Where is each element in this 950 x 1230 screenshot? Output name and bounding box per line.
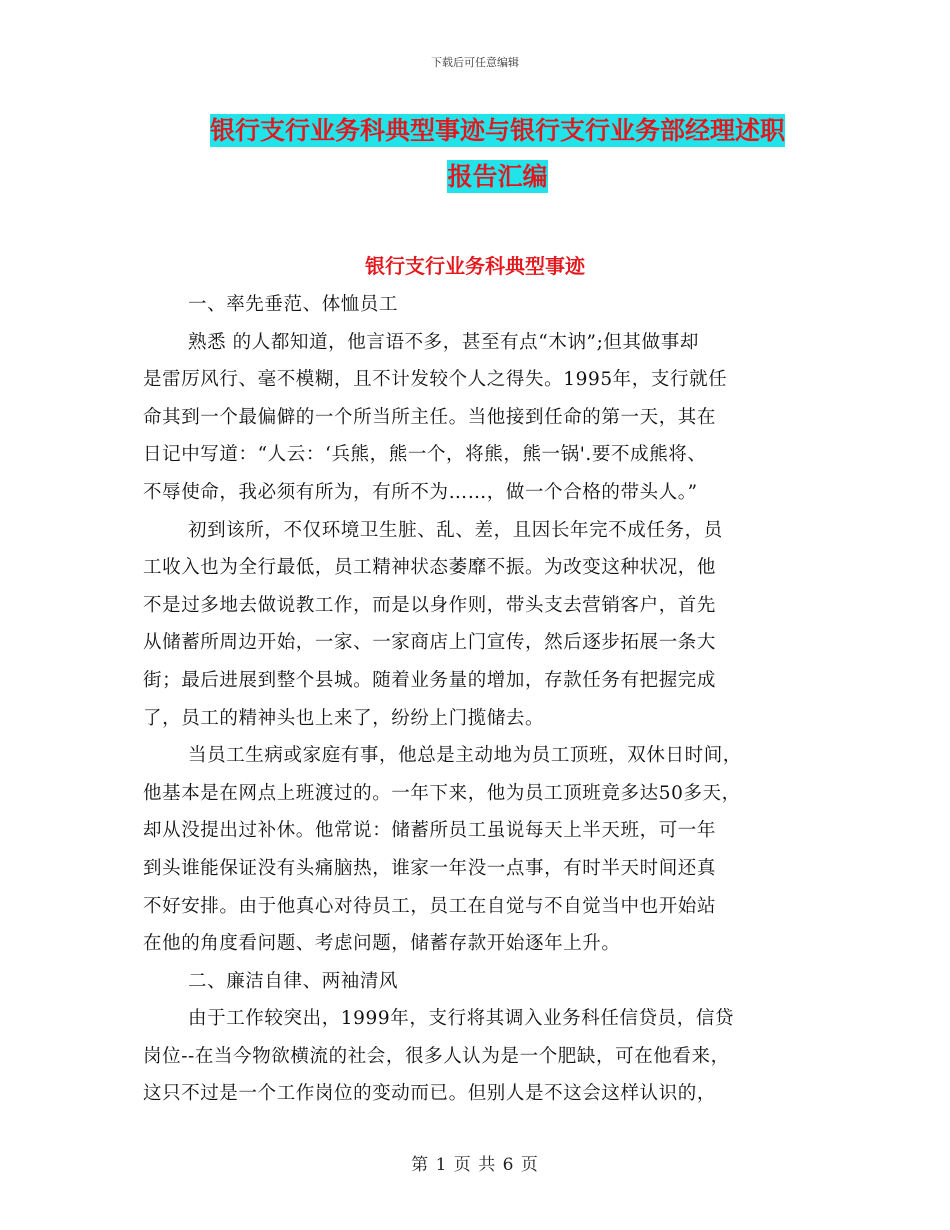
text-line: 日记中写道：“人云：‘兵熊，熊一个，将熊，熊一锅'.要不成熊将、 <box>143 444 707 466</box>
text-line: 这只不过是一个工作岗位的变动而已。但别人是不这会这样认识的， <box>143 1083 717 1105</box>
text-line: 命其到一个最偏僻的一个所当所主任。当他接到任命的第一天，其在 <box>143 406 717 428</box>
text-line: 不是过多地去做说教工作，而是以身作则，带头支去营销客户，首先 <box>143 594 717 616</box>
text-line: 熟悉 的人都知道，他言语不多，甚至有点“木讷”;但其做事却 <box>188 331 699 353</box>
document-title <box>145 108 850 200</box>
document-title-line-2: 报告汇编 <box>447 162 548 191</box>
body-text <box>143 286 813 1113</box>
text-line: 在他的角度看问题、考虑问题，储蓄存款开始逐年上升。 <box>143 933 621 955</box>
text-line: 了，员工的精神头也上来了，纷纷上门揽储去。 <box>143 707 545 729</box>
text-line: 岗位--在当今物欲横流的社会，很多人认为是一个肥缺，可在他看来， <box>143 1045 730 1067</box>
text-line: 不辱使命，我必须有所为，有所不为……，做一个合格的带头人。” <box>143 481 698 503</box>
text-line: 街；最后进展到整个县城。随着业务量的增加，存款任务有把握完成 <box>143 669 717 691</box>
section-title: 银行支行业务科典型事迹 <box>365 254 585 278</box>
text-line: 一、率先垂范、体恤员工 <box>188 294 399 315</box>
text-line: 他基本是在网点上班渡过的。一年下来，他为员工顶班竟多达50多天， <box>143 782 741 804</box>
text-line: 从储蓄所周边开始，一家、一家商店上门宣传，然后逐步拓展一条大 <box>143 632 717 654</box>
document-title-line-1: 银行支行业务科典型事迹与银行支行业务部经理述职 <box>209 116 785 145</box>
text-line: 不好安排。由于他真心对待员工，员工在自觉与不自觉当中也开始站 <box>143 895 717 917</box>
text-line: 到头谁能保证没有头痛脑热，谁家一年没一点事，有时半天时间还真 <box>143 857 717 879</box>
text-line: 初到该所，不仅环境卫生脏、乱、差，且因长年完不成任务，员 <box>188 519 723 541</box>
text-line: 工收入也为全行最低，员工精神状态萎靡不振。为改变这种状况，他 <box>143 557 717 579</box>
page-footer: 第 1 页 共 6 页 <box>411 1155 539 1175</box>
header-note: 下载后可任意编辑 <box>431 56 519 69</box>
text-line: 却从没提出过补休。他常说：储蓄所员工虽说每天上半天班，可一年 <box>143 820 717 842</box>
text-line: 由于工作较突出，1999年，支行将其调入业务科任信贷员，信贷 <box>188 1008 735 1030</box>
text-line: 是雷厉风行、毫不模糊，且不计发较个人之得失。1995年，支行就任 <box>143 369 728 391</box>
text-line: 当员工生病或家庭有事，他总是主动地为员工顶班，双休日时间， <box>188 745 742 767</box>
text-line: 二、廉洁自律、两袖清风 <box>188 970 399 992</box>
